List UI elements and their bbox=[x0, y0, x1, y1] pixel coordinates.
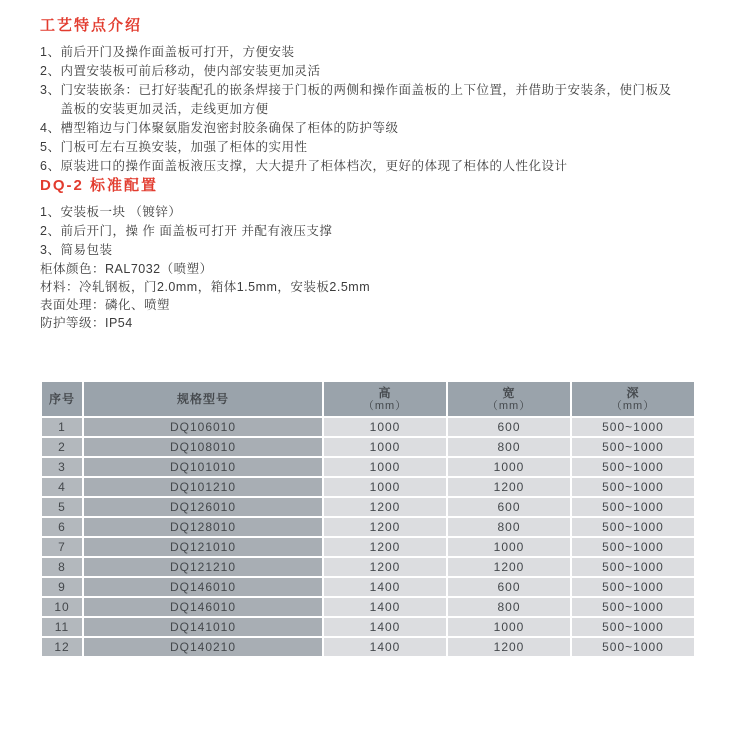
cell-depth: 500~1000 bbox=[572, 498, 694, 516]
cell-height: 1400 bbox=[324, 598, 446, 616]
cell-depth: 500~1000 bbox=[572, 618, 694, 636]
item-number: 4、 bbox=[40, 121, 61, 135]
cell-height: 1000 bbox=[324, 438, 446, 456]
table-row bbox=[42, 598, 694, 616]
cell-index: 5 bbox=[42, 498, 82, 516]
cell-width: 600 bbox=[448, 578, 570, 596]
table-row bbox=[42, 518, 694, 536]
cell-index: 1 bbox=[42, 418, 82, 436]
cell-depth: 500~1000 bbox=[572, 538, 694, 556]
cell-width: 1200 bbox=[448, 638, 570, 656]
cell-depth: 500~1000 bbox=[572, 578, 694, 596]
table-row bbox=[42, 638, 694, 656]
item-number: 2、 bbox=[40, 224, 61, 238]
item-text: 门安装嵌条：已打好装配孔的嵌条焊接于门板的两侧和操作面盖板的上下位置，并借助于安装条，使门板及盖板的安装更加灵活，走线更加方便 bbox=[60, 83, 672, 116]
cell-width: 600 bbox=[448, 418, 570, 436]
standard-config-item bbox=[40, 222, 714, 241]
col-header-model bbox=[84, 382, 322, 416]
cell-height: 1200 bbox=[324, 518, 446, 536]
craft-feature-list bbox=[40, 43, 714, 176]
craft-feature-item bbox=[40, 119, 714, 138]
cell-model: DQ101010 bbox=[84, 458, 322, 476]
item-text: 前后开门及操作面盖板可打开，方便安装 bbox=[60, 45, 295, 59]
cell-model: DQ140210 bbox=[84, 638, 322, 656]
item-text: 安装板一块 （镀锌） bbox=[60, 205, 182, 219]
cell-depth: 500~1000 bbox=[572, 418, 694, 436]
col-header-unit: （mm） bbox=[610, 399, 656, 412]
table-row bbox=[42, 578, 694, 596]
cell-index: 4 bbox=[42, 478, 82, 496]
col-header-label: 宽 bbox=[502, 385, 516, 400]
table-row bbox=[42, 418, 694, 436]
cell-depth: 500~1000 bbox=[572, 458, 694, 476]
cell-model: DQ121210 bbox=[84, 558, 322, 576]
item-number: 1、 bbox=[40, 45, 61, 59]
craft-feature-item bbox=[40, 43, 714, 62]
section-title-standard-config: DQ-2 标准配置 bbox=[40, 177, 159, 194]
col-header-unit: （mm） bbox=[362, 399, 408, 412]
cell-model: DQ146010 bbox=[84, 578, 322, 596]
cell-index: 8 bbox=[42, 558, 82, 576]
cell-width: 1000 bbox=[448, 458, 570, 476]
cell-depth: 500~1000 bbox=[572, 438, 694, 456]
spec-lines bbox=[40, 260, 714, 332]
cell-index: 10 bbox=[42, 598, 82, 616]
cell-height: 1400 bbox=[324, 618, 446, 636]
cell-model: DQ128010 bbox=[84, 518, 322, 536]
cell-width: 800 bbox=[448, 518, 570, 536]
cell-depth: 500~1000 bbox=[572, 558, 694, 576]
standard-config-item bbox=[40, 203, 714, 222]
table-row bbox=[42, 498, 694, 516]
cell-height: 1000 bbox=[324, 418, 446, 436]
cell-width: 1000 bbox=[448, 618, 570, 636]
cell-height: 1000 bbox=[324, 458, 446, 476]
cell-height: 1200 bbox=[324, 498, 446, 516]
col-header-unit: （mm） bbox=[486, 399, 532, 412]
spec-line: 表面处理：磷化、喷塑 bbox=[40, 298, 171, 312]
cell-width: 1000 bbox=[448, 538, 570, 556]
col-header-depth bbox=[572, 382, 694, 416]
cell-height: 1400 bbox=[324, 578, 446, 596]
cell-width: 1200 bbox=[448, 478, 570, 496]
item-number: 3、 bbox=[40, 83, 61, 97]
standard-config-list bbox=[40, 203, 714, 260]
cell-depth: 500~1000 bbox=[572, 518, 694, 536]
cell-index: 3 bbox=[42, 458, 82, 476]
cell-index: 11 bbox=[42, 618, 82, 636]
cell-index: 6 bbox=[42, 518, 82, 536]
craft-feature-item bbox=[40, 81, 714, 119]
cell-model: DQ121010 bbox=[84, 538, 322, 556]
item-number: 5、 bbox=[40, 140, 61, 154]
col-header-index bbox=[42, 382, 82, 416]
item-number: 1、 bbox=[40, 205, 61, 219]
cell-model: DQ101210 bbox=[84, 478, 322, 496]
col-header-height bbox=[324, 382, 446, 416]
item-text: 内置安装板可前后移动，使内部安装更加灵活 bbox=[60, 64, 321, 78]
craft-feature-item bbox=[40, 62, 714, 81]
cell-width: 800 bbox=[448, 598, 570, 616]
craft-feature-item bbox=[40, 157, 714, 176]
item-number: 3、 bbox=[40, 243, 61, 257]
cell-model: DQ126010 bbox=[84, 498, 322, 516]
standard-config-item bbox=[40, 241, 714, 260]
item-number: 2、 bbox=[40, 64, 61, 78]
craft-feature-item bbox=[40, 138, 714, 157]
item-number: 6、 bbox=[40, 159, 61, 173]
cell-depth: 500~1000 bbox=[572, 598, 694, 616]
table-row bbox=[42, 438, 694, 456]
cell-model: DQ141010 bbox=[84, 618, 322, 636]
item-text: 门板可左右互换安装，加强了柜体的实用性 bbox=[60, 140, 308, 154]
cell-height: 1200 bbox=[324, 558, 446, 576]
item-text: 简易包装 bbox=[60, 243, 113, 257]
cell-depth: 500~1000 bbox=[572, 638, 694, 656]
cell-width: 800 bbox=[448, 438, 570, 456]
spec-line: 柜体颜色：RAL7032（喷塑） bbox=[40, 262, 213, 276]
cell-index: 9 bbox=[42, 578, 82, 596]
col-header-label: 深 bbox=[626, 385, 640, 400]
cell-index: 12 bbox=[42, 638, 82, 656]
col-header-label: 规格型号 bbox=[176, 392, 229, 406]
cell-index: 7 bbox=[42, 538, 82, 556]
spec-line: 防护等级：IP54 bbox=[40, 316, 133, 330]
cell-height: 1000 bbox=[324, 478, 446, 496]
section-title-craft-features: 工艺特点介绍 bbox=[40, 17, 143, 34]
cell-index: 2 bbox=[42, 438, 82, 456]
table-row bbox=[42, 538, 694, 556]
cell-height: 1200 bbox=[324, 538, 446, 556]
spec-line: 材料：冷轧钢板，门2.0mm，箱体1.5mm，安装板2.5mm bbox=[40, 280, 371, 294]
table-row bbox=[42, 558, 694, 576]
item-text: 前后开门，操 作 面盖板可打开 并配有液压支撑 bbox=[60, 224, 333, 238]
table-row bbox=[42, 458, 694, 476]
cell-model: DQ108010 bbox=[84, 438, 322, 456]
col-header-label: 高 bbox=[378, 385, 392, 400]
cell-depth: 500~1000 bbox=[572, 478, 694, 496]
cell-model: DQ106010 bbox=[84, 418, 322, 436]
table-header-row bbox=[42, 382, 694, 416]
cell-width: 1200 bbox=[448, 558, 570, 576]
dimension-table bbox=[40, 380, 696, 658]
col-header-label: 序号 bbox=[48, 392, 75, 406]
table-row bbox=[42, 618, 694, 636]
cell-height: 1400 bbox=[324, 638, 446, 656]
cell-model: DQ146010 bbox=[84, 598, 322, 616]
item-text: 槽型箱边与门体聚氨脂发泡密封胶条确保了柜体的防护等级 bbox=[60, 121, 399, 135]
item-text: 原装进口的操作面盖板液压支撑，大大提升了柜体档次，更好的体现了柜体的人性化设计 bbox=[60, 159, 568, 173]
table-row bbox=[42, 478, 694, 496]
col-header-width bbox=[448, 382, 570, 416]
cell-width: 600 bbox=[448, 498, 570, 516]
